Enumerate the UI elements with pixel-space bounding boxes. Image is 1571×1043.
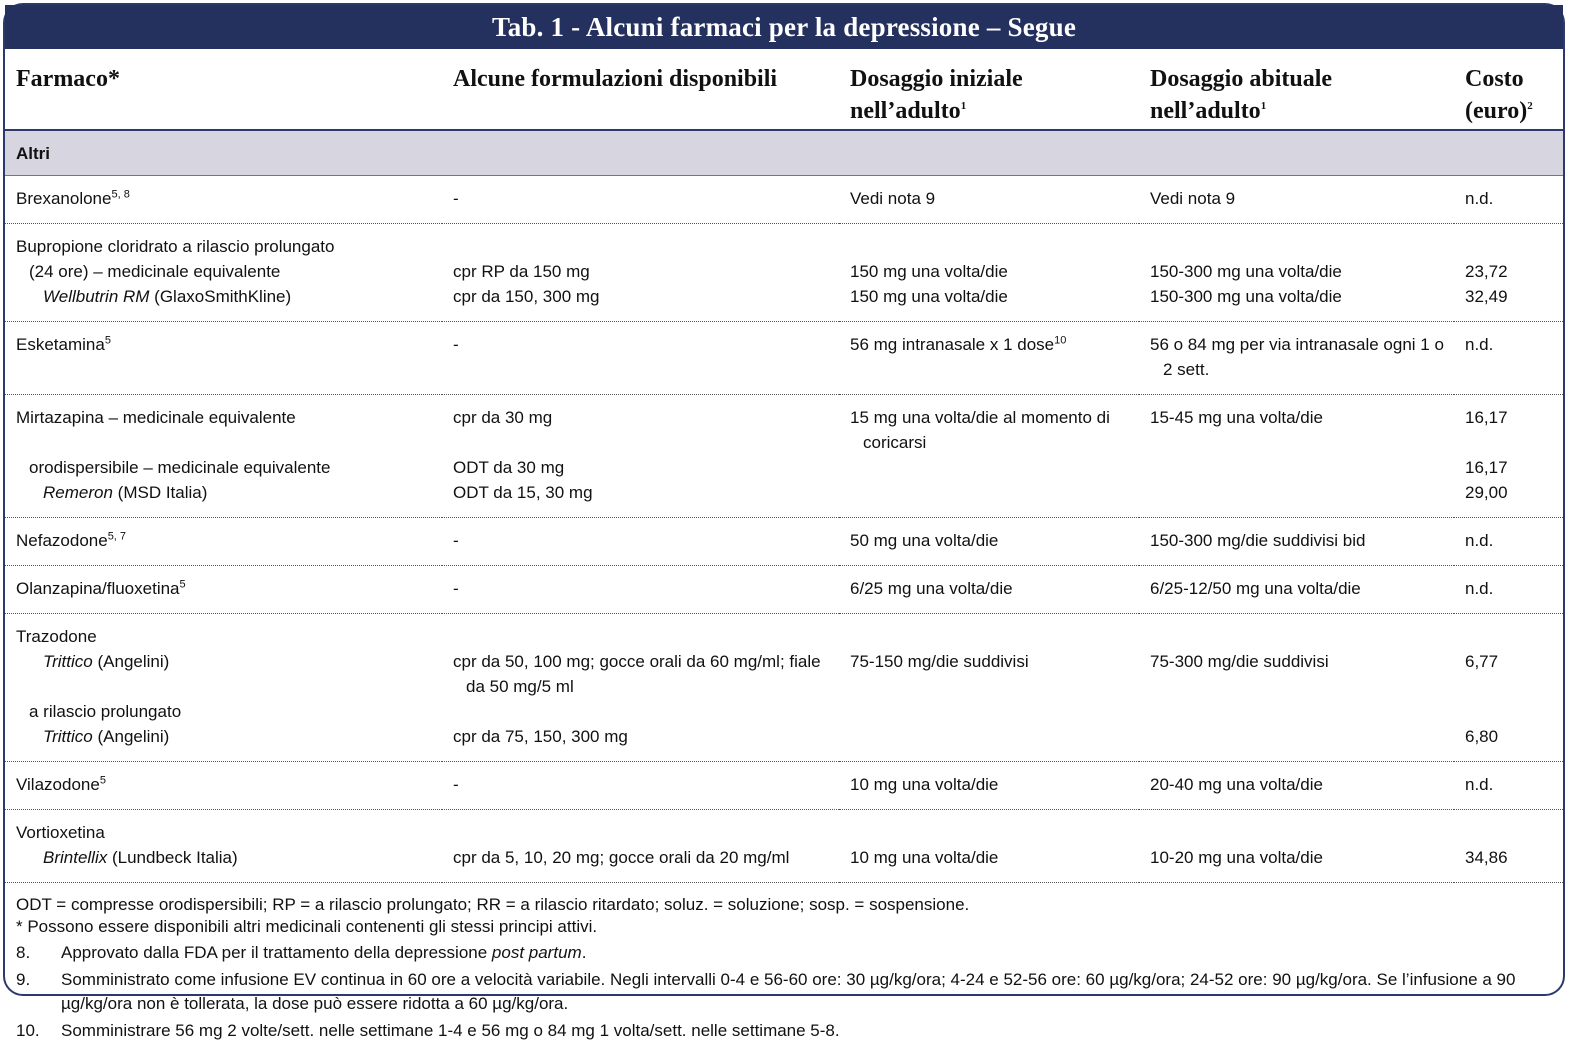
table-title: Tab. 1 - Alcuni farmaci per la depressione – Segue <box>5 5 1563 49</box>
table-row: Remeron (MSD Italia) ODT da 15, 30 mg 29,00 <box>43 483 1508 502</box>
header-formulazioni: Alcune formulazioni disponibili <box>453 66 778 92</box>
group-olanzapina <box>5 566 1563 614</box>
table-frame <box>3 3 1565 1040</box>
table-row: Vortioxetina <box>16 823 105 842</box>
footnote-9: 9. Somministrato come infusione EV continua in 60 ore a velocità variabile. Negli intervalli 0-4 e 56-60 ore: 30 µg/kg/ora; 4-24 e 52-56 ore: 60 µg/kg/ora; 24-52 ore: 90 µg/kg/ora. Se l’infusione a 90 µg/kg/ora non è tollerata, la dose può essere ridotta a 60 µg/kg/ora. <box>16 970 1516 1013</box>
group-brexanolone <box>5 176 1563 224</box>
footnotes <box>5 883 1563 1043</box>
header-costo: Costo (euro)$^2$ <box>1465 66 1533 124</box>
table-row: orodispersibile – medicinale equivalente ODT da 30 mg 16,17 <box>29 458 1508 477</box>
header-dosaggio-abituale: Dosaggio abituale nell’adulto$^1$ <box>1150 66 1333 124</box>
group-esketamina <box>5 322 1563 395</box>
section-label: Altri <box>5 130 1563 176</box>
header-row <box>5 49 1563 130</box>
table-row: Trazodone <box>16 627 97 646</box>
group-nefazodone <box>5 518 1563 566</box>
table-row: Brexanolone$^{5, 8}$ - Vedi nota 9 Vedi nota 9 n.d. <box>16 188 1494 208</box>
table-row: Trittico (Angelini) cpr da 75, 150, 300 mg 6,80 <box>43 727 1499 746</box>
group-vilazodone <box>5 762 1563 810</box>
table-row: Esketamina$^5$ - 56 mg intranasale x 1 dose$^{10}$ 56 o 84 mg per via intranasale ogni 1 o 2 sett. n.d. <box>16 334 1494 379</box>
footnote-10: 10. Somministrare 56 mg 2 volte/sett. nelle settimane 1-4 e 56 mg o 84 mg 1 volta/sett. nelle settimane 5-8. <box>16 1021 840 1040</box>
table-row: Nefazodone$^{5, 7}$ - 50 mg una volta/die 150-300 mg/die suddivisi bid n.d. <box>16 530 1494 550</box>
table-row: Bupropione cloridrato a rilascio prolungato <box>16 237 335 256</box>
table-row: (24 ore) – medicinale equivalente cpr RP da 150 mg 150 mg una volta/die 150-300 mg una volta/die 23,72 <box>29 262 1508 281</box>
table-row: a rilascio prolungato <box>29 702 182 721</box>
table-row: Trittico (Angelini) cpr da 50, 100 mg; gocce orali da 60 mg/ml; fiale da 50 mg/5 ml 75-150 mg/die suddivisi 75-300 mg/die suddivisi 6,77 <box>43 652 1499 696</box>
section-row <box>5 130 1563 176</box>
footnote-8: 8. Approvato dalla FDA per il trattamento della depressione post partum. <box>16 943 587 962</box>
header-dosaggio-iniziale: Dosaggio iniziale nell’adulto$^1$ <box>850 66 1023 124</box>
abbreviations-note: ODT = compresse orodispersibili; RP = a rilascio prolungato; RR = a rilascio ritardato; soluz. = soluzione; sosp. = sospensione. <box>16 895 970 914</box>
table-row: Olanzapina/fluoxetina$^5$ - 6/25 mg una volta/die 6/25-12/50 mg una volta/die n.d. <box>16 578 1494 598</box>
header-farmaco: Farmaco* <box>16 66 120 92</box>
star-note: * Possono essere disponibili altri medicinali contenenti gli stessi principi attivi. <box>16 917 598 936</box>
group-trazodone <box>5 614 1563 762</box>
group-vortioxetina <box>5 810 1563 883</box>
table-row: Brintellix (Lundbeck Italia) cpr da 5, 10, 20 mg; gocce orali da 20 mg/ml 10 mg una volta/die 10-20 mg una volta/die 34,86 <box>43 848 1508 867</box>
group-bupropione <box>5 224 1563 322</box>
table-row: Mirtazapina – medicinale equivalente cpr da 30 mg 15 mg una volta/die al momento di coricarsi 15-45 mg una volta/die 16,17 <box>16 408 1508 452</box>
group-mirtazapina <box>5 395 1563 518</box>
table-row: Vilazodone$^5$ - 10 mg una volta/die 20-40 mg una volta/die n.d. <box>16 774 1494 794</box>
table-row: Wellbutrin RM (GlaxoSmithKline) cpr da 150, 300 mg 150 mg una volta/die 150-300 mg una volta/die 32,49 <box>43 287 1508 306</box>
drug-table <box>5 49 1563 883</box>
